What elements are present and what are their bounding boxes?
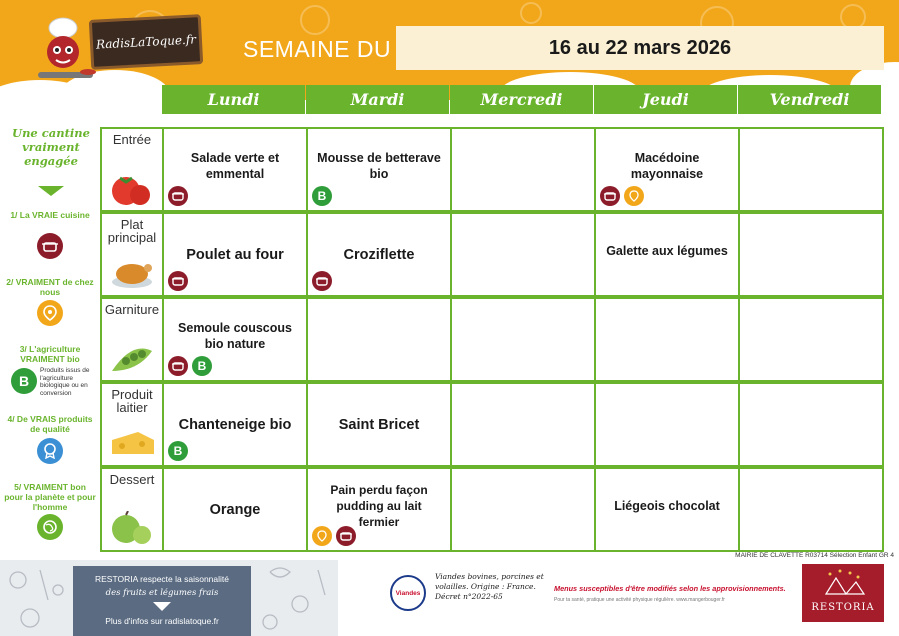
home-cooked-icon: [336, 526, 356, 546]
home-cooked-icon: [168, 271, 188, 291]
bio-badge-icon: B: [192, 356, 212, 376]
category-label: Plat principal: [107, 217, 157, 245]
dish-name: Saint Bricet: [338, 416, 420, 433]
category-label: Dessert: [109, 472, 155, 487]
dish-name: Liégeois chocolat: [614, 498, 720, 513]
restoria-logo: [802, 564, 884, 622]
menu-cell-0-4: [738, 127, 884, 212]
menu-cell-0-1: [306, 127, 452, 212]
home-cooked-icon: [168, 356, 188, 376]
category-cell-3: [100, 382, 162, 467]
menu-cell-0-0: [162, 127, 308, 212]
menu-cell-2-2: [450, 297, 596, 382]
dish-name: Macédoine mayonnaise: [630, 150, 704, 181]
menu-cell-2-3: [594, 297, 740, 382]
dish-name: Galette aux légumes: [606, 243, 728, 258]
menu-cell-2-1: [306, 297, 452, 382]
dish-name: Orange: [209, 501, 261, 518]
menu-change-note: Menus susceptibles d'être modifiés selon les approvisionnements.: [554, 584, 786, 593]
menu-cell-2-4: [738, 297, 884, 382]
menu-cell-2-0: [162, 297, 308, 382]
dish-name: Pain perdu façon pudding au lait fermier: [330, 482, 428, 529]
planet-icon: [37, 514, 63, 540]
pot-icon: [37, 233, 63, 259]
dish-name: Salade verte et emmental: [190, 150, 280, 181]
menu-cell-4-2: [450, 467, 596, 552]
day-header-1: Mardi: [306, 85, 449, 114]
apple-icon: [108, 511, 156, 547]
home-cooked-icon: [168, 186, 188, 206]
category-label: Produit laitier: [111, 387, 153, 415]
bio-badge-icon: B: [168, 441, 188, 461]
seasonality-banner: [73, 566, 251, 636]
sidebar-arrow-icon: [38, 186, 64, 196]
menu-cell-1-3: [594, 212, 740, 297]
menu-cell-4-0: [162, 467, 308, 552]
roast-chicken-icon: [108, 256, 156, 292]
category-cell-0: [100, 127, 162, 212]
peas-icon: [108, 341, 156, 377]
category-cell-1: [100, 212, 162, 297]
day-header-2: Mercredi: [450, 85, 593, 114]
menu-cell-4-3: [594, 467, 740, 552]
sidebar-title: Une cantine vraiment engagée: [12, 126, 90, 168]
more-info-link[interactable]: Plus d'infos sur radislatoque.fr: [105, 616, 219, 626]
menu-cell-1-1: [306, 212, 452, 297]
menu-cell-3-2: [450, 382, 596, 467]
bio-icon: B: [11, 368, 37, 394]
menu-cell-3-3: [594, 382, 740, 467]
category-label: Entrée: [112, 132, 152, 147]
week-date-box: [396, 26, 884, 70]
commitment-2-label: 2/ VRAIMENT de chez nous: [6, 277, 94, 297]
meat-origin-note: Viandes bovines, porcines et volailles. Origine : France. Décret n°2022-65: [435, 572, 544, 601]
seasonality-line-2: des fruits et légumes frais: [105, 588, 219, 598]
menu-cell-3-1: [306, 382, 452, 467]
dish-name: Croziflette: [343, 246, 415, 263]
chef-mascot-icon: [28, 10, 98, 90]
category-cell-2: [100, 297, 162, 382]
viandes-francaises-logo: [390, 575, 426, 611]
viandes-logo-text: Viandes: [395, 589, 421, 597]
dish-name: Poulet au four: [186, 246, 284, 263]
mairie-reference: MAIRIE DE CLAVETTE R03714 Sélection Enfant GR 4: [735, 552, 894, 559]
day-header-3: Jeudi: [594, 85, 737, 114]
restoria-stars-icon: [802, 564, 884, 600]
local-map-icon: [37, 300, 63, 326]
health-note: Pour ta santé, pratique une activité physique régulière. www.mangerbouger.fr: [554, 597, 725, 603]
menu-cell-1-4: [738, 212, 884, 297]
logo-text: RadisLaToque.fr: [95, 32, 197, 52]
radislatoque-logo: [89, 14, 203, 70]
menu-cell-1-0: [162, 212, 308, 297]
menu-cell-4-1: [306, 467, 452, 552]
menu-cell-0-3: [594, 127, 740, 212]
week-label: SEMAINE DU: [243, 36, 392, 62]
quality-medal-icon: [37, 438, 63, 464]
menu-cell-4-4: [738, 467, 884, 552]
category-cell-4: [100, 467, 162, 552]
dish-name: Chanteneige bio: [178, 416, 292, 433]
commitments-sidebar: [0, 100, 100, 560]
menu-cell-3-0: [162, 382, 308, 467]
commitment-4-label: 4/ De VRAIS produits de qualité: [7, 414, 93, 434]
dish-name: Mousse de betterave bio: [317, 150, 441, 181]
menu-cell-1-2: [450, 212, 596, 297]
home-cooked-icon: [600, 186, 620, 206]
day-header-4: Vendredi: [738, 85, 881, 114]
category-label: Garniture: [104, 302, 160, 317]
day-header-0: Lundi: [162, 85, 305, 114]
seasonality-line-1: RESTORIA respecte la saisonnalité: [94, 574, 230, 584]
commitment-5-label: 5/ VRAIMENT bon pour la planète et pour l'homme: [4, 482, 96, 512]
dish-name: Semoule couscous bio nature: [178, 320, 292, 351]
restoria-text: RESTORIA: [811, 602, 875, 613]
local-origin-icon: [312, 526, 332, 546]
local-origin-icon: [624, 186, 644, 206]
menu-cell-0-2: [450, 127, 596, 212]
commitment-3-label: 3/ L'agriculture VRAIMENT bio: [19, 344, 81, 364]
arrow-down-icon: [153, 602, 171, 611]
tomato-icon: [108, 171, 156, 207]
week-dates: 16 au 22 mars 2026: [548, 36, 732, 59]
commitment-1-label: 1/ La VRAIE cuisine: [10, 210, 90, 220]
bio-note: Produits issus de l'agriculture biologique ou en conversion: [40, 367, 90, 397]
cheese-icon: [108, 426, 156, 462]
bio-badge-icon: B: [312, 186, 332, 206]
menu-cell-3-4: [738, 382, 884, 467]
home-cooked-icon: [312, 271, 332, 291]
